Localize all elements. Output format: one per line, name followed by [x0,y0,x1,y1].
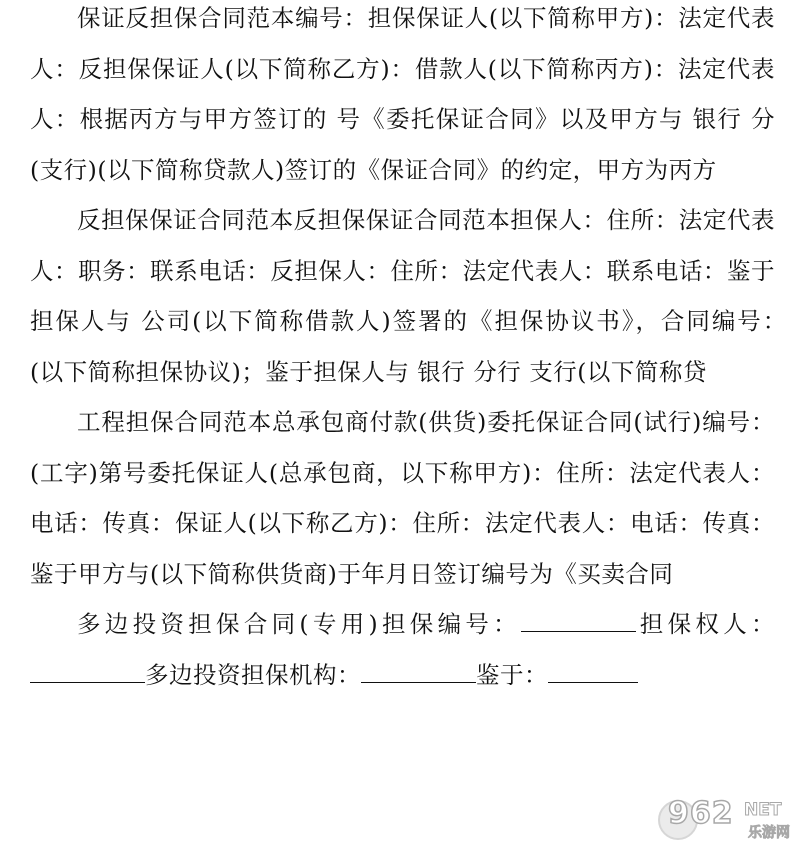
fill-blank-guarantee-holder [30,656,145,683]
paragraph-4 [30,599,775,700]
fill-blank-agency [361,656,476,683]
fill-blank-guarantee-number [521,605,636,632]
paragraph-3: 工程担保合同范本总承包商付款(供货)委托保证合同(试行)编号：(工字)第号委托保证人(总承包商，以下称甲方)：住所：法定代表人：电话：传真：保证人(以下称乙方)：住所：法定代表人：电话：传真：鉴于甲方与(以下简称供货商)于年月日签订编号为《买卖合同 [30,408,775,588]
fill-blank-whereas [548,656,638,683]
paragraph-4-part-2: 担保权人： [635,610,775,638]
paragraph-4-part-4: 鉴于： [476,660,548,689]
paragraph-4-part-3: 多边投资担保机构： [145,660,361,689]
watermark-logo-text: 962 [668,796,734,831]
site-watermark-logo [658,798,798,842]
document-body [30,0,799,700]
paragraph-2: 反担保保证合同范本反担保保证合同范本担保人：住所：法定代表人：职务：联系电话：反担保人：住所：法定代表人：联系电话：鉴于担保人与 公司(以下简称借款人)签署的《担保协议书》，合同编号： (以下简称担保协议)；鉴于担保人与 银行 分行 支行(以下简称贷 [30,206,799,386]
watermark-net-text: NET [744,800,782,820]
watermark-sub-text: 乐游网 [748,825,790,841]
paragraph-4-part-1: 多边投资担保合同(专用)担保编号： [77,610,521,638]
paragraph-1: 保证反担保合同范本编号：担保保证人(以下简称甲方)：法定代表人：反担保保证人(以下简称乙方)：借款人(以下简称丙方)：法定代表人：根据丙方与甲方签订的 号《委托保证合同》以及甲方与 银行 分(支行)(以下简称贷款人)签订的《保证合同》的约定，甲方为丙方 [30,4,775,184]
